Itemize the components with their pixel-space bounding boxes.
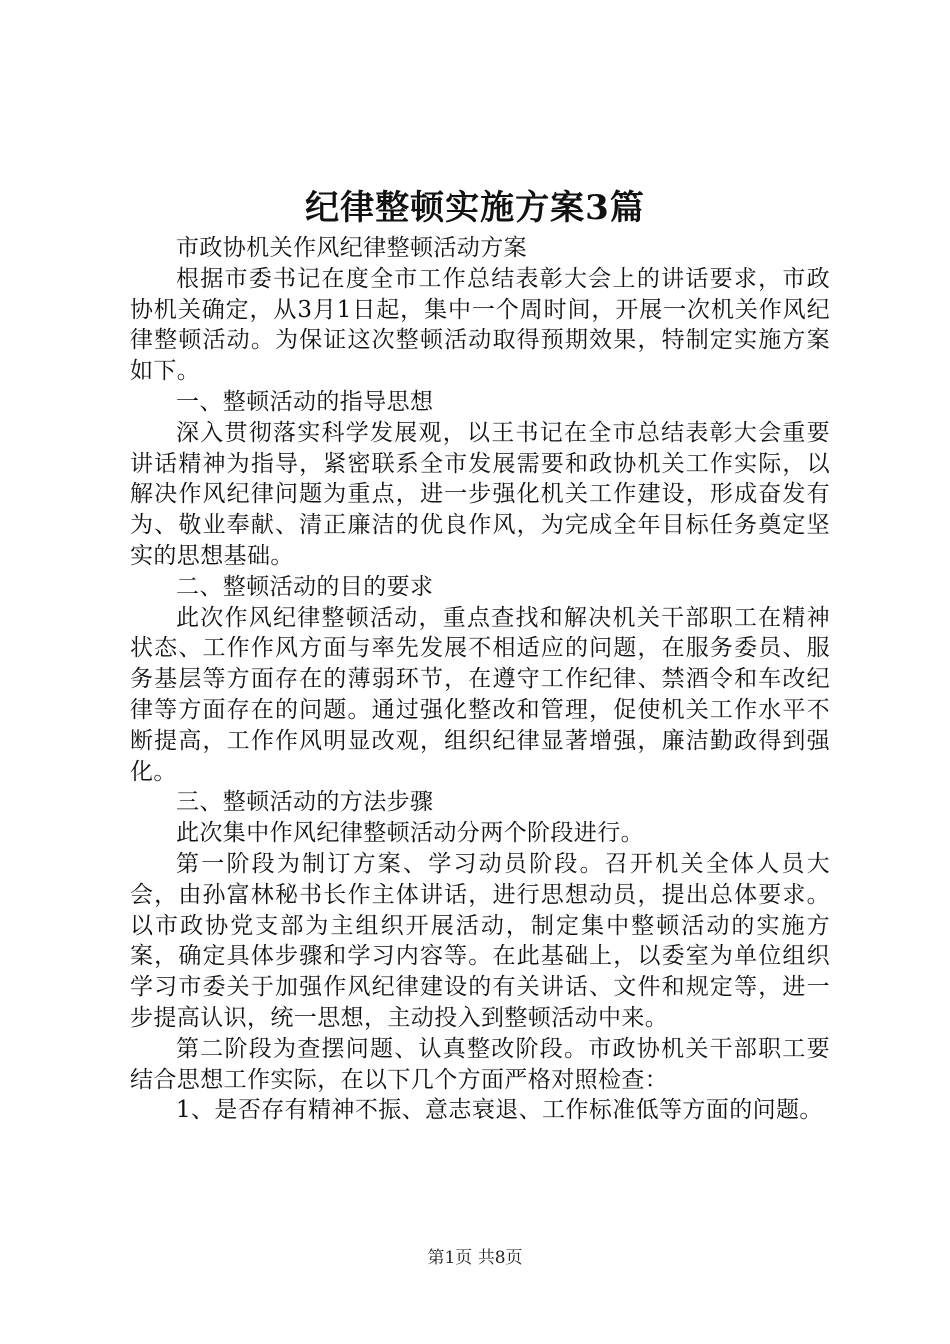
paragraph-stage-1: 第一阶段为制订方案、学习动员阶段。召开机关全体人员大会，由孙富林秘书长作主体讲话，进行思想动员，提出总体要求。以市政协党支部为主组织开展活动，制定集中整顿活动的实施方案，确定具体步骤和学习内容等。在此基础上，以委室为单位组织学习市委关于加强作风纪律建设的有关讲话、文件和规定等，进一步提高认识，统一思想，主动投入到整顿活动中来。 [130, 850, 830, 1031]
section-heading-1: 一、整顿活动的指导思想 [176, 388, 434, 415]
section-heading-3: 三、整顿活动的方法步骤 [176, 789, 434, 816]
paragraph-stage-2: 第二阶段为查摆问题、认真整改阶段。市政协机关干部职工要结合思想工作实际，在以下几个方面严格对照检查： [130, 1035, 830, 1093]
section-heading-2: 二、整顿活动的目的要求 [176, 573, 434, 600]
paragraph-objectives: 此次作风纪律整顿活动，重点查找和解决机关干部职工在精神状态、工作作风方面与率先发展不相适应的问题，在服务委员、服务基层等方面存在的薄弱环节，在遵守工作纪律、禁酒令和车改纪律等方面存在的问题。通过强化整改和管理，促使机关工作水平不断提高，工作作风明显改观，组织纪律显著增强，廉洁勤政得到强化。 [130, 604, 830, 785]
document-body [130, 233, 830, 1126]
paragraph-item-1: 1、是否存有精神不振、意志衰退、工作标准低等方面的问题。 [176, 1097, 823, 1124]
paragraph-stages: 此次集中作风纪律整顿活动分两个阶段进行。 [176, 820, 644, 847]
paragraph-guiding-thought: 深入贯彻落实科学发展观，以王书记在全市总结表彰大会重要讲话精神为指导，紧密联系全市发展需要和政协机关工作实际，以解决作风纪律问题为重点，进一步强化机关工作建设，形成奋发有为、敬业奉献、清正廉洁的优良作风，为完成全年目标任务奠定坚实的思想基础。 [130, 419, 830, 569]
page-footer: 第1页 共8页 [427, 1248, 523, 1268]
paragraph-subtitle: 市政协机关作风纪律整顿活动方案 [176, 235, 527, 261]
document-title: 纪律整顿实施方案3篇 [305, 188, 645, 228]
paragraph-intro: 根据市委书记在度全市工作总结表彰大会上的讲话要求，市政协机关确定，从3月1日起，集中一个周时间，开展一次机关作风纪律整顿活动。为保证这次整顿活动取得预期效果，特制定实施方案如下。 [130, 265, 830, 385]
